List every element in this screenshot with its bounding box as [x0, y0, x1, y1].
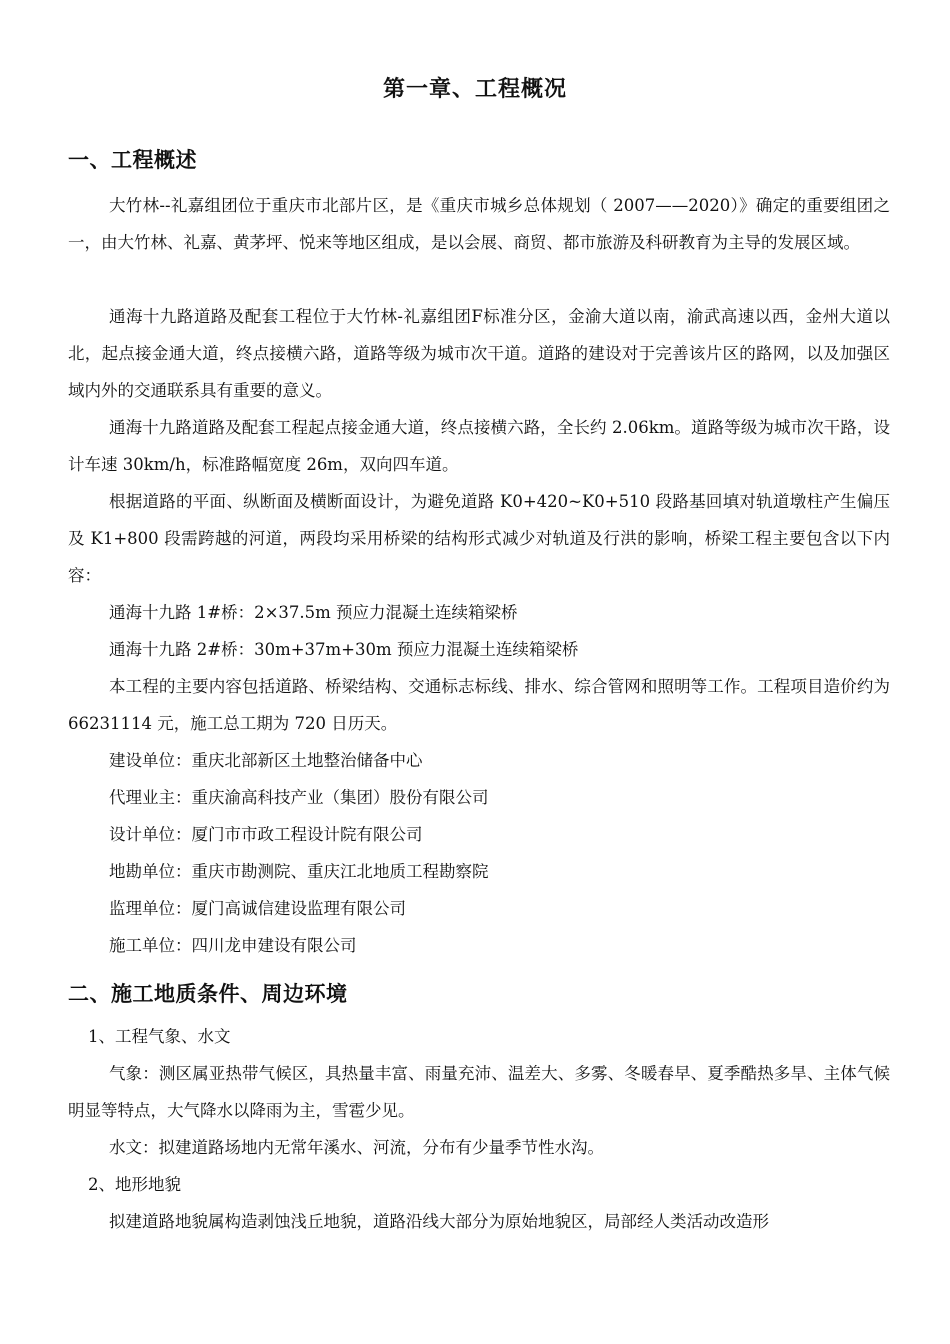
paragraph-construction-unit: 施工单位：四川龙申建设有限公司: [109, 936, 357, 955]
paragraph-bridge-2: 通海十九路 2#桥：30m+37m+30m 预应力混凝土连续箱梁桥: [109, 640, 579, 659]
paragraph-climate: 气象：测区属亚热带气候区，具热量丰富、雨量充沛、温差大、多雾、冬暖春早、夏季酷热多旱、主体气候明显等特点，大气降水以降雨为主，雪雹少见。: [68, 1064, 890, 1120]
paragraph-owner: 建设单位：重庆北部新区土地整治储备中心: [109, 751, 423, 770]
section-heading-geology: 二、施工地质条件、周边环境: [68, 982, 348, 1006]
paragraph-bridge-1: 通海十九路 1#桥：2×37.5m 预应力混凝土连续箱梁桥: [109, 603, 518, 622]
paragraph-agent-owner: 代理业主：重庆渝高科技产业（集团）股份有限公司: [109, 788, 489, 807]
section-heading-overview: 一、工程概述: [68, 148, 197, 172]
chapter-title: 第一章、工程概况: [382, 77, 567, 102]
paragraph-project-position: 通海十九路道路及配套工程位于大竹林-礼嘉组团F标准分区，金渝大道以南，渝武高速以西，金州大道以北，起点接金通大道，终点接横六路，道路等级为城市次干道。道路的建设对于完善该片区的路网，以及加强区域内外的交通联系具有重要的意义。: [68, 307, 890, 400]
paragraph-survey-unit: 地勘单位：重庆市勘测院、重庆江北地质工程勘察院: [109, 862, 489, 881]
paragraph-supervision-unit: 监理单位：厦门高诚信建设监理有限公司: [109, 899, 406, 918]
paragraph-design-unit: 设计单位：厦门市市政工程设计院有限公司: [109, 825, 423, 844]
paragraph-scope-cost: 本工程的主要内容包括道路、桥梁结构、交通标志标线、排水、综合管网和照明等工作。工程项目造价约为 66231114 元，施工总工期为 720 日历天。: [68, 677, 890, 733]
paragraph-bridge-reason: 根据道路的平面、纵断面及横断面设计，为避免道路 K0+420~K0+510 段路基回填对轨道墩柱产生偏压及 K1+800 段需跨越的河道，两段均采用桥梁的结构形式减少对轨道及行洪的影响，桥梁工程主要包含以下内容：: [68, 492, 890, 585]
paragraph-location: 大竹林--礼嘉组团位于重庆市北部片区，是《重庆市城乡总体规划（ 2007——2020）》确定的重要组团之一，由大竹林、礼嘉、黄茅坪、悦来等地区组成，是以会展、商贸、都市旅游及科研教育为主导的发展区域。: [68, 196, 890, 252]
paragraph-hydrology: 水文：拟建道路场地内无常年溪水、河流，分布有少量季节性水沟。: [109, 1138, 604, 1157]
paragraph-terrain: 拟建道路地貌属构造剥蚀浅丘地貌，道路沿线大部分为原始地貌区，局部经人类活动改造形: [109, 1212, 769, 1231]
subsection-terrain: 2、地形地貌: [88, 1175, 181, 1194]
paragraph-road-spec: 通海十九路道路及配套工程起点接金通大道，终点接横六路，全长约 2.06km。道路等级为城市次干路，设计车速 30km/h，标准路幅宽度 26m，双向四车道。: [68, 418, 890, 474]
subsection-climate-hydrology: 1、工程气象、水文: [88, 1027, 231, 1046]
